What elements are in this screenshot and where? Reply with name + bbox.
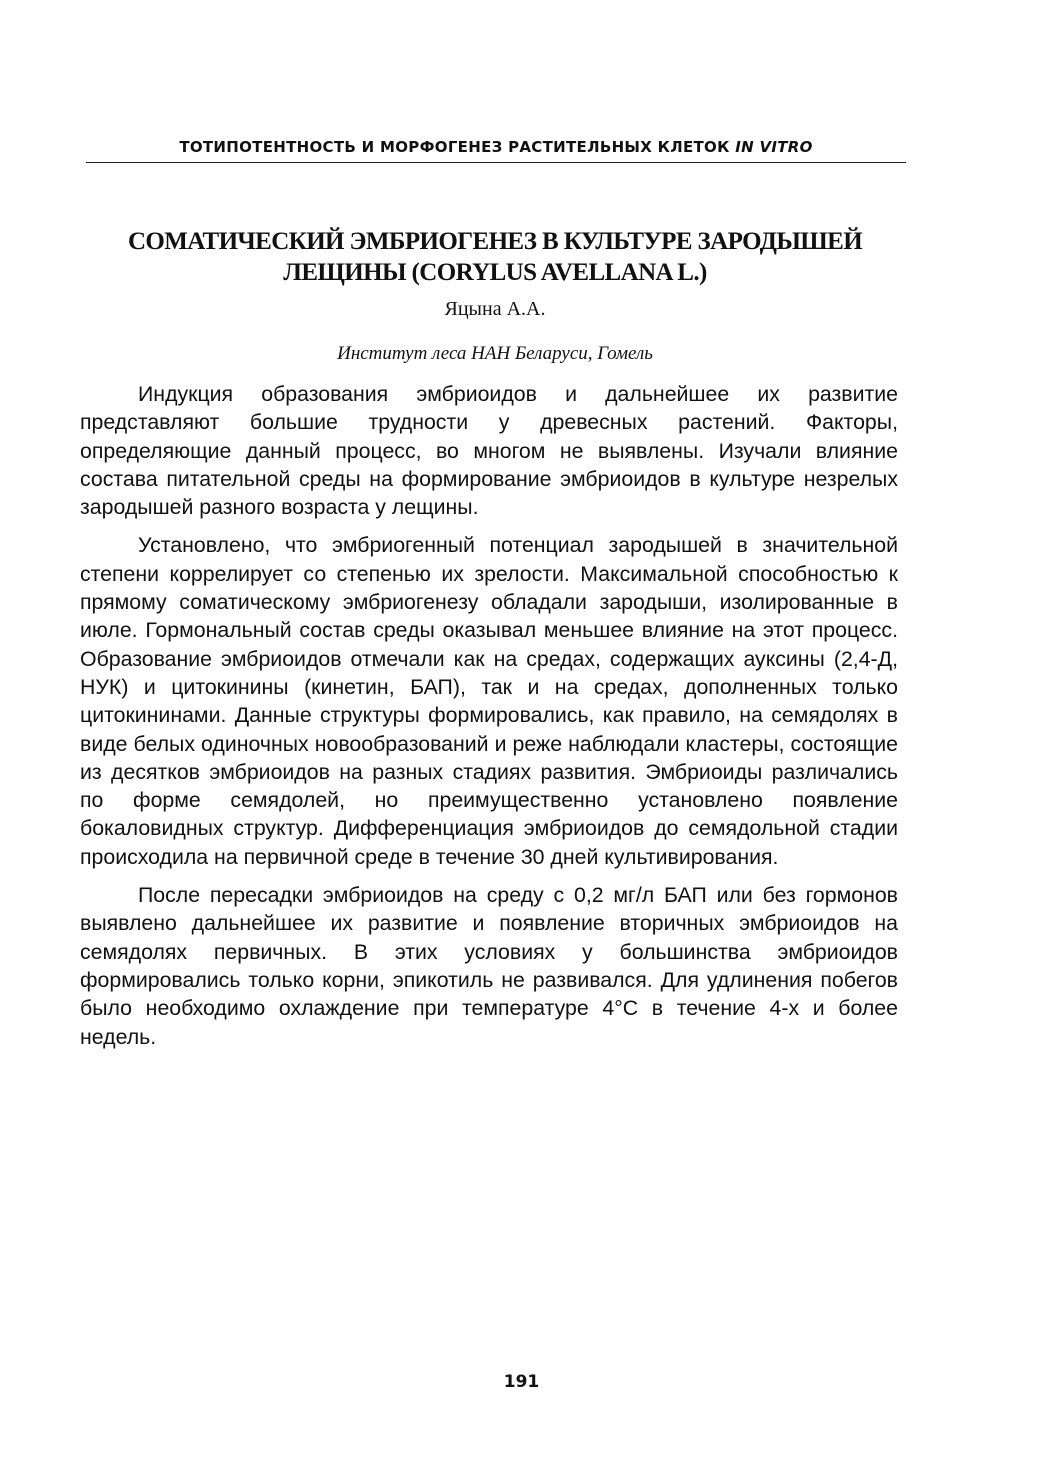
title-line-1: СОМАТИЧЕСКИЙ ЭМБРИОГЕНЕЗ В КУЛЬТУРЕ ЗАРОДЫШЕЙ [127,228,863,255]
running-header-italic: IN VITRO [735,138,813,156]
paragraph-3: После пересадки эмбриоидов на среду с 0,2 мг/л БАП или без гормонов выявлено дальнейшее их развитие и появление вторичных эмбриоидов на семядолях первичных. В этих условиях у большинства эмбриоидов формировались только корни, эпикотиль не развивался. Для удлинения побегов было необходимо охлаждение при температуре 4°С в течение 4-х и более недель. [80,883,898,1049]
paragraph-2: Установлено, что эмбриогенный потенциал зародышей в значительной степени коррелирует со степенью их зрелости. Максимальной способностью к прямому соматическому эмбриогенезу обладали зародыши, изолированные в июле. Гормональный состав среды оказывал меньшее влияние на этот процесс. Образование эмбриоидов отмечали как на средах, содержащих ауксины (2,4-Д, НУК) и цитокинины (кинетин, БАП), так и на средах, дополненных только цитокининами. Данные структуры формировались, как правило, на семядолях в виде белых одиночных новообразований и реже наблюдали кластеры, состоящие из десятков эмбриоидов на разных стадиях развития. Эмбриоиды различались по форме семядолей, но преимущественно установлено появление бокаловидных структур. Дифференциация эмбриоидов до семядольной стадии происходила на первичной среде в течение 30 дней культивирования. [80,533,898,869]
article-body [80,380,898,1061]
article-affiliation: Институт леса НАН Беларуси, Гомель [337,343,653,364]
title-line-2: ЛЕЩИНЫ (CORYLUS AVELLANA L.) [283,259,707,286]
header-rule [86,162,906,163]
running-header [86,138,906,156]
page-number: 191 [503,1372,540,1392]
paragraph-1: Индукция образования эмбриоидов и дальнейшее их развитие представляют большие трудности у древесных растений. Факторы, определяющие данный процесс, во многом не выявлены. Изучали влияние состава питательной среды на формирование эмбриоидов в культуре незрелых зародышей разного возраста у лещины. [80,382,898,520]
article-authors: Яцына А.А. [444,298,546,320]
article-title [100,226,890,288]
running-header-text: ТОТИПОТЕНТНОСТЬ И МОРФОГЕНЕЗ РАСТИТЕЛЬНЫХ КЛЕТОК [179,138,736,156]
